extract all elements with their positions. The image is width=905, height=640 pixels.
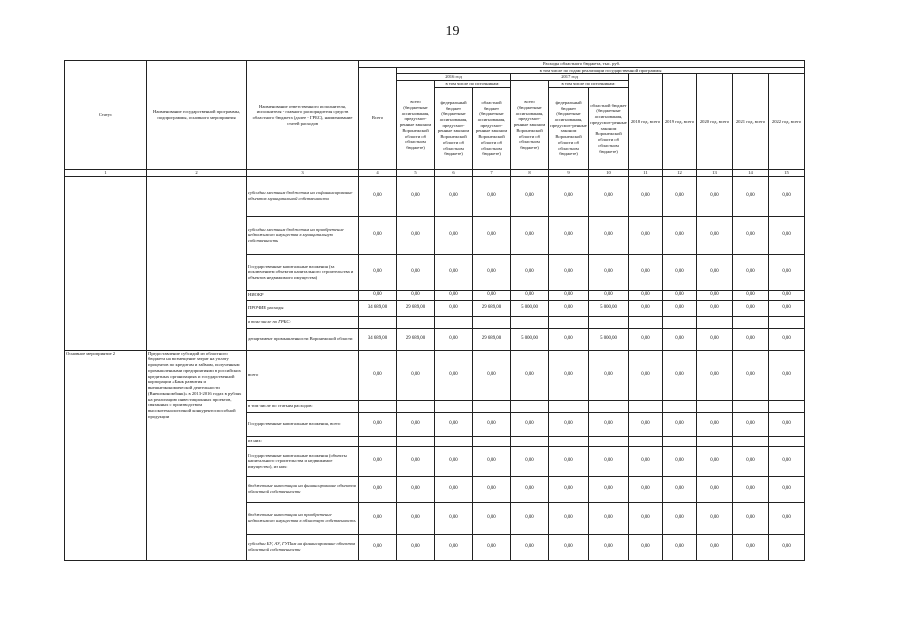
value-cell: 0,00 xyxy=(511,290,549,300)
value-cell: 0,00 xyxy=(589,412,629,436)
column-number: 15 xyxy=(769,169,805,176)
value-cell xyxy=(435,316,473,328)
header-2017-all: всего (бюджетные ассигнования, предусмот-ренные законом Воронежской области об областном бюджете) xyxy=(511,81,549,170)
value-cell: 0,00 xyxy=(473,412,511,436)
value-cell: 0,00 xyxy=(511,176,549,216)
column-number: 8 xyxy=(511,169,549,176)
value-cell: 0,00 xyxy=(435,476,473,502)
row-label: бюджетные инвестиции на приобретение недвижимого имущества в областную собственность xyxy=(247,502,359,534)
value-cell: 0,00 xyxy=(511,502,549,534)
value-cell: 5 000,00 xyxy=(511,300,549,316)
value-cell: 0,00 xyxy=(733,328,769,350)
value-cell xyxy=(697,400,733,412)
value-cell xyxy=(697,316,733,328)
value-cell: 0,00 xyxy=(697,300,733,316)
value-cell: 0,00 xyxy=(473,176,511,216)
row-label: субсидии БУ, АУ, ГУПам на финансирование объектов областной собственности xyxy=(247,534,359,560)
value-cell xyxy=(359,436,397,446)
value-cell xyxy=(435,400,473,412)
column-number: 11 xyxy=(629,169,663,176)
value-cell: 0,00 xyxy=(397,216,435,254)
value-cell: 0,00 xyxy=(663,176,697,216)
value-cell xyxy=(663,316,697,328)
value-cell: 0,00 xyxy=(769,446,805,476)
page-number: 19 xyxy=(445,24,460,39)
header-program: Наименование государственной программы, подпрограммы, основного мероприятия xyxy=(147,61,247,170)
value-cell: 0,00 xyxy=(397,534,435,560)
header-executor: Наименование ответственного исполнителя, исполнителя - главного распорядителя средств областного бюджета (далее - ГРБС), наименование статей расходов xyxy=(247,61,359,170)
value-cell: 0,00 xyxy=(435,216,473,254)
value-cell: 0,00 xyxy=(733,216,769,254)
column-number: 1 xyxy=(65,169,147,176)
value-cell: 0,00 xyxy=(589,502,629,534)
value-cell: 0,00 xyxy=(769,328,805,350)
value-cell: 29 689,00 xyxy=(397,300,435,316)
value-cell: 0,00 xyxy=(733,476,769,502)
value-cell xyxy=(589,316,629,328)
value-cell: 0,00 xyxy=(697,216,733,254)
header-2022: 2022 год, всего xyxy=(769,74,805,169)
value-cell xyxy=(397,400,435,412)
value-cell: 0,00 xyxy=(629,412,663,436)
program-name-cell: Предоставление субсидий из областного бюджета на возмещение затрат на уплату процентов по кредитам и займам, полученным промышленными предприятиями в российских кредитных организациях и государственной корпорации «Банк развития и внешнеэкономической деятельности (Внешэкономбанк)» в 2013-2016 годах в рублях на реализацию инвестиционных проектов, связанных с производством высокотехнологичной конкурентоспособной продукции xyxy=(147,350,247,560)
value-cell: 0,00 xyxy=(473,502,511,534)
value-cell: 0,00 xyxy=(359,290,397,300)
row-label: НИОКР xyxy=(247,290,359,300)
header-2019: 2019 год, всего xyxy=(663,74,697,169)
value-cell xyxy=(589,400,629,412)
value-cell: 0,00 xyxy=(359,446,397,476)
value-cell xyxy=(435,436,473,446)
value-cell: 0,00 xyxy=(589,254,629,290)
value-cell: 0,00 xyxy=(473,476,511,502)
column-number: 2 xyxy=(147,169,247,176)
value-cell xyxy=(511,316,549,328)
value-cell: 0,00 xyxy=(629,446,663,476)
value-cell xyxy=(769,436,805,446)
value-cell: 0,00 xyxy=(549,502,589,534)
value-cell: 0,00 xyxy=(663,534,697,560)
row-label: субсидии местным бюджетам на софинансирование объектов муниципальной собственности xyxy=(247,176,359,216)
value-cell: 0,00 xyxy=(549,254,589,290)
value-cell: 0,00 xyxy=(511,412,549,436)
value-cell: 0,00 xyxy=(663,412,697,436)
table-header xyxy=(65,61,805,177)
value-cell: 0,00 xyxy=(549,350,589,400)
value-cell: 0,00 xyxy=(511,216,549,254)
value-cell: 0,00 xyxy=(629,328,663,350)
value-cell: 0,00 xyxy=(733,446,769,476)
value-cell: 0,00 xyxy=(769,300,805,316)
value-cell: 0,00 xyxy=(629,502,663,534)
value-cell: 0,00 xyxy=(473,254,511,290)
value-cell: 0,00 xyxy=(549,290,589,300)
value-cell xyxy=(359,316,397,328)
value-cell: 0,00 xyxy=(697,476,733,502)
value-cell xyxy=(733,400,769,412)
value-cell: 0,00 xyxy=(435,254,473,290)
value-cell: 0,00 xyxy=(359,254,397,290)
value-cell: 0,00 xyxy=(733,176,769,216)
header-2017: 2017 год xyxy=(511,74,629,81)
header-by-years: в том числе по годам реализации государственной программы xyxy=(397,67,805,74)
column-number: 6 xyxy=(435,169,473,176)
row-label: из них: xyxy=(247,436,359,446)
value-cell: 0,00 xyxy=(435,446,473,476)
row-label: субсидии местным бюджетам на приобретение недвижимого имущества в муниципальную собственность xyxy=(247,216,359,254)
column-numbers-row xyxy=(65,169,805,176)
header-2016-sources: в том числе по источникам: xyxy=(435,81,511,88)
value-cell: 0,00 xyxy=(769,254,805,290)
value-cell xyxy=(769,400,805,412)
row-label: бюджетные инвестиции на финансирование объектов областной собственности xyxy=(247,476,359,502)
value-cell xyxy=(733,316,769,328)
value-cell: 0,00 xyxy=(663,502,697,534)
value-cell: 0,00 xyxy=(589,534,629,560)
value-cell xyxy=(629,316,663,328)
value-cell: 0,00 xyxy=(473,216,511,254)
value-cell: 0,00 xyxy=(473,446,511,476)
value-cell: 0,00 xyxy=(359,216,397,254)
value-cell: 0,00 xyxy=(397,290,435,300)
value-cell: 0,00 xyxy=(733,350,769,400)
value-cell: 0,00 xyxy=(769,290,805,300)
column-number: 12 xyxy=(663,169,697,176)
value-cell: 0,00 xyxy=(697,176,733,216)
header-2017-sources: в том числе по источникам: xyxy=(549,81,629,88)
value-cell: 0,00 xyxy=(697,350,733,400)
value-cell: 0,00 xyxy=(663,476,697,502)
value-cell: 0,00 xyxy=(663,446,697,476)
value-cell: 0,00 xyxy=(473,534,511,560)
value-cell xyxy=(769,316,805,328)
value-cell: 0,00 xyxy=(663,216,697,254)
value-cell: 0,00 xyxy=(549,300,589,316)
table-row xyxy=(65,350,805,400)
column-number: 10 xyxy=(589,169,629,176)
value-cell: 0,00 xyxy=(769,176,805,216)
value-cell xyxy=(589,436,629,446)
value-cell: 0,00 xyxy=(359,350,397,400)
value-cell: 0,00 xyxy=(629,216,663,254)
row-label: всего xyxy=(247,350,359,400)
column-number: 9 xyxy=(549,169,589,176)
value-cell: 34 689,00 xyxy=(359,328,397,350)
row-label: в том числе по статьям расходов: xyxy=(247,400,359,412)
value-cell: 34 689,00 xyxy=(359,300,397,316)
value-cell: 0,00 xyxy=(589,176,629,216)
value-cell: 0,00 xyxy=(769,534,805,560)
value-cell xyxy=(473,400,511,412)
value-cell: 0,00 xyxy=(663,254,697,290)
value-cell: 0,00 xyxy=(733,254,769,290)
value-cell: 29 689,00 xyxy=(473,328,511,350)
value-cell: 0,00 xyxy=(629,290,663,300)
value-cell: 0,00 xyxy=(435,300,473,316)
header-2021: 2021 год, всего xyxy=(733,74,769,169)
value-cell: 0,00 xyxy=(697,446,733,476)
value-cell: 0,00 xyxy=(435,328,473,350)
value-cell: 0,00 xyxy=(629,534,663,560)
value-cell: 0,00 xyxy=(733,290,769,300)
status-cell: Основное мероприятие 2 xyxy=(65,350,147,560)
value-cell: 0,00 xyxy=(549,534,589,560)
program-cell-empty xyxy=(147,176,247,350)
value-cell: 0,00 xyxy=(733,502,769,534)
value-cell xyxy=(473,436,511,446)
value-cell xyxy=(511,400,549,412)
value-cell: 0,00 xyxy=(697,290,733,300)
value-cell: 0,00 xyxy=(435,534,473,560)
column-number: 3 xyxy=(247,169,359,176)
value-cell: 0,00 xyxy=(663,290,697,300)
value-cell: 0,00 xyxy=(473,290,511,300)
value-cell: 0,00 xyxy=(629,300,663,316)
row-label: в том числе по ГРБС: xyxy=(247,316,359,328)
value-cell: 0,00 xyxy=(397,254,435,290)
value-cell: 0,00 xyxy=(697,328,733,350)
value-cell: 0,00 xyxy=(663,350,697,400)
value-cell: 0,00 xyxy=(589,476,629,502)
header-2016: 2016 год xyxy=(397,74,511,81)
value-cell xyxy=(549,316,589,328)
column-number: 7 xyxy=(473,169,511,176)
value-cell: 0,00 xyxy=(769,350,805,400)
value-cell: 0,00 xyxy=(549,412,589,436)
value-cell xyxy=(397,436,435,446)
value-cell xyxy=(629,400,663,412)
value-cell: 0,00 xyxy=(733,412,769,436)
value-cell xyxy=(733,436,769,446)
value-cell: 0,00 xyxy=(435,290,473,300)
header-total: Всего xyxy=(359,67,397,169)
value-cell: 0,00 xyxy=(697,502,733,534)
value-cell: 0,00 xyxy=(629,350,663,400)
value-cell xyxy=(359,400,397,412)
value-cell: 0,00 xyxy=(589,446,629,476)
value-cell: 0,00 xyxy=(549,216,589,254)
value-cell: 0,00 xyxy=(733,534,769,560)
value-cell: 0,00 xyxy=(397,446,435,476)
column-number: 4 xyxy=(359,169,397,176)
value-cell: 0,00 xyxy=(397,502,435,534)
value-cell: 0,00 xyxy=(769,216,805,254)
header-2017-regional: областной бюджет (бюджетные ассигнования, предусмот-ренные законом Воронежской области об областном бюджете) xyxy=(589,87,629,169)
table-row xyxy=(65,176,805,216)
column-number: 13 xyxy=(697,169,733,176)
value-cell: 0,00 xyxy=(549,328,589,350)
column-number: 14 xyxy=(733,169,769,176)
table-body xyxy=(65,176,805,560)
value-cell: 0,00 xyxy=(589,350,629,400)
value-cell: 0,00 xyxy=(769,476,805,502)
row-label: Государственные капитальные вложения (за исключением объектов капитального строительства и объектов недвижимого имущества) xyxy=(247,254,359,290)
value-cell: 0,00 xyxy=(733,300,769,316)
value-cell: 0,00 xyxy=(697,412,733,436)
value-cell: 0,00 xyxy=(435,176,473,216)
row-label: департамент промышленности Воронежской области xyxy=(247,328,359,350)
value-cell: 0,00 xyxy=(697,254,733,290)
header-status: Статус xyxy=(65,61,147,170)
value-cell: 0,00 xyxy=(549,446,589,476)
value-cell: 5 000,00 xyxy=(589,328,629,350)
value-cell: 0,00 xyxy=(769,502,805,534)
row-label: Государственные капитальные вложения (объекты капитального строительства и недвижимое имущество), из них: xyxy=(247,446,359,476)
header-budget-title: Расходы областного бюджета, тыс. руб. xyxy=(359,61,805,68)
header-2016-federal: федеральный бюджет (бюджетные ассигнования, предусмот-ренные законом Воронежской области об областном бюджете) xyxy=(435,87,473,169)
value-cell xyxy=(473,316,511,328)
value-cell: 0,00 xyxy=(359,412,397,436)
value-cell: 0,00 xyxy=(769,412,805,436)
value-cell xyxy=(397,316,435,328)
value-cell xyxy=(629,436,663,446)
value-cell: 0,00 xyxy=(435,412,473,436)
value-cell: 0,00 xyxy=(397,176,435,216)
status-cell-empty xyxy=(65,176,147,350)
value-cell: 0,00 xyxy=(629,176,663,216)
value-cell: 29 689,00 xyxy=(397,328,435,350)
value-cell: 0,00 xyxy=(511,476,549,502)
column-number: 5 xyxy=(397,169,435,176)
value-cell: 0,00 xyxy=(697,534,733,560)
value-cell: 0,00 xyxy=(511,350,549,400)
value-cell: 0,00 xyxy=(359,476,397,502)
row-label: Государственные капитальные вложения, всего xyxy=(247,412,359,436)
value-cell xyxy=(549,436,589,446)
value-cell: 0,00 xyxy=(435,350,473,400)
header-2018: 2018 год, всего xyxy=(629,74,663,169)
value-cell: 0,00 xyxy=(549,476,589,502)
value-cell: 0,00 xyxy=(473,350,511,400)
value-cell: 0,00 xyxy=(511,446,549,476)
value-cell xyxy=(511,436,549,446)
value-cell: 0,00 xyxy=(629,254,663,290)
value-cell: 0,00 xyxy=(359,176,397,216)
value-cell: 0,00 xyxy=(397,350,435,400)
value-cell: 0,00 xyxy=(589,216,629,254)
header-2016-all: всего (бюджетные ассигнования, предусмот-ренные законом Воронежской области об областном бюджете) xyxy=(397,81,435,170)
value-cell: 0,00 xyxy=(511,534,549,560)
value-cell: 0,00 xyxy=(629,476,663,502)
value-cell xyxy=(697,436,733,446)
value-cell: 0,00 xyxy=(397,476,435,502)
value-cell xyxy=(663,400,697,412)
value-cell: 0,00 xyxy=(663,300,697,316)
value-cell: 0,00 xyxy=(549,176,589,216)
row-label: ПРОЧИЕ расходы xyxy=(247,300,359,316)
value-cell: 0,00 xyxy=(359,534,397,560)
value-cell: 0,00 xyxy=(397,412,435,436)
value-cell: 5 000,00 xyxy=(511,328,549,350)
header-2020: 2020 год, всего xyxy=(697,74,733,169)
value-cell: 0,00 xyxy=(511,254,549,290)
budget-table xyxy=(64,60,805,561)
value-cell: 0,00 xyxy=(359,502,397,534)
header-2016-regional: областной бюджет (бюджетные ассигнования, предусмот-ренные законом Воронежской области об областном бюджете) xyxy=(473,87,511,169)
header-2017-federal: федеральный бюджет (бюджетные ассигнования, предусмот-ренные законом Воронежской области об областном бюджете) xyxy=(549,87,589,169)
value-cell xyxy=(663,436,697,446)
value-cell: 5 000,00 xyxy=(589,300,629,316)
value-cell: 0,00 xyxy=(589,290,629,300)
value-cell: 29 689,00 xyxy=(473,300,511,316)
value-cell: 0,00 xyxy=(435,502,473,534)
value-cell xyxy=(549,400,589,412)
value-cell: 0,00 xyxy=(663,328,697,350)
